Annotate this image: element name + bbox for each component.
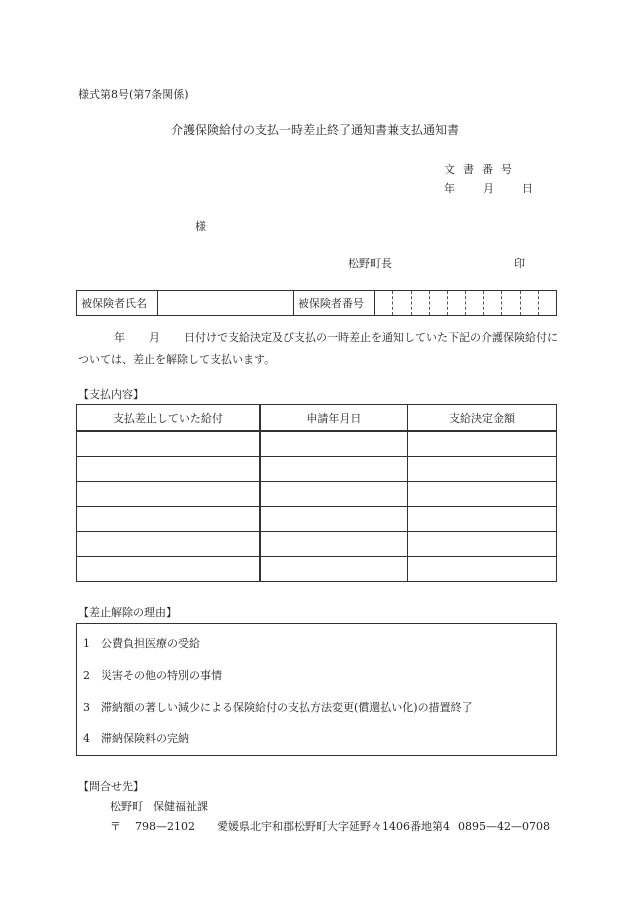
contact-heading: 【問合せ先】 — [78, 780, 144, 793]
reason-text: 公費負担医療の受給 — [101, 637, 200, 650]
payment-cell[interactable] — [407, 431, 556, 457]
payment-cell[interactable] — [407, 557, 556, 582]
notice-paragraph — [78, 327, 558, 371]
payment-cell[interactable] — [260, 482, 408, 507]
payment-cell[interactable] — [407, 482, 556, 507]
payment-cell[interactable] — [260, 557, 408, 582]
payment-cell[interactable] — [77, 431, 260, 457]
notice-month: 月 — [149, 331, 160, 344]
payment-cell[interactable] — [77, 457, 260, 482]
date-year: 年 — [444, 182, 455, 195]
payment-cell[interactable] — [260, 507, 408, 532]
insured-number-cell[interactable] — [466, 291, 484, 315]
insured-number-cell[interactable] — [412, 291, 430, 315]
reason-text: 滞納額の著しい減少による保険給付の支払方法変更(償還払い化)の措置終了 — [101, 701, 473, 714]
insured-number-cell[interactable] — [539, 291, 556, 315]
table-row — [77, 457, 557, 482]
seal-mark: 印 — [514, 257, 525, 270]
reason-number: 4 — [83, 732, 90, 745]
insured-number-cell[interactable] — [430, 291, 448, 315]
payment-cell[interactable] — [77, 482, 260, 507]
reason-item — [83, 699, 473, 715]
contact-phone: 0895—42—0708 — [458, 820, 550, 833]
payment-cell[interactable] — [407, 532, 556, 557]
postal-mark: 〒 — [110, 820, 121, 833]
reasons-heading: 【差止解除の理由】 — [78, 606, 177, 619]
table-row — [77, 532, 557, 557]
insured-table — [76, 290, 557, 316]
reason-number: 3 — [83, 701, 90, 714]
payment-cell[interactable] — [407, 507, 556, 532]
insured-number-cell[interactable] — [502, 291, 520, 315]
date-month: 月 — [483, 182, 494, 195]
reason-item — [83, 635, 200, 651]
form-reference: 様式第8号(第7条関係) — [78, 88, 189, 101]
insured-number-cell[interactable] — [448, 291, 466, 315]
notice-text: 日付けで支給決定及び支払の一時差止を通知していた下記の介護保険給付については、差止を解除して支払います。 — [78, 331, 558, 366]
date-day: 日 — [522, 182, 533, 195]
reason-number: 1 — [83, 637, 90, 650]
payment-col-amount: 支給決定金額 — [407, 405, 556, 432]
payment-cell[interactable] — [77, 507, 260, 532]
contact-office: 松野町 — [110, 800, 143, 813]
payment-col-benefit: 支払差止していた給付 — [77, 405, 260, 432]
payment-cell[interactable] — [260, 532, 408, 557]
table-row — [77, 507, 557, 532]
insured-number-field[interactable] — [375, 291, 557, 316]
contact-address-line — [110, 818, 550, 834]
insured-number-label: 被保険者番号 — [293, 291, 374, 316]
contact-dept: 保健福祉課 — [153, 800, 208, 813]
payment-cell[interactable] — [260, 457, 408, 482]
table-row — [77, 431, 557, 457]
insured-number-cell[interactable] — [393, 291, 411, 315]
payment-cell[interactable] — [407, 457, 556, 482]
addressee-suffix: 様 — [195, 220, 206, 233]
reason-text: 滞納保険料の完納 — [101, 732, 189, 745]
document-number-label: 文書番号 — [444, 163, 520, 176]
insured-number-cell[interactable] — [484, 291, 502, 315]
table-row — [77, 482, 557, 507]
insured-name-label: 被保険者氏名 — [77, 291, 158, 316]
payment-heading: 【支払内容】 — [78, 388, 144, 401]
reason-number: 2 — [83, 669, 90, 682]
reason-text: 災害その他の特別の事情 — [101, 669, 222, 682]
insured-number-cell[interactable] — [375, 291, 393, 315]
issue-date — [444, 180, 533, 196]
reason-item — [83, 730, 189, 746]
payment-cell[interactable] — [260, 431, 408, 457]
issuer-name: 松野町長 — [348, 257, 392, 270]
payment-cell[interactable] — [77, 532, 260, 557]
postal-code: 798—2102 — [135, 820, 195, 833]
payment-table — [76, 404, 557, 582]
payment-col-date: 申請年月日 — [260, 405, 408, 432]
reason-item — [83, 667, 222, 683]
insured-number-cell[interactable] — [521, 291, 539, 315]
contact-address: 愛媛県北宇和郡松野町大字延野々1406番地第4 — [217, 820, 450, 833]
insured-name-field[interactable] — [158, 291, 294, 316]
document-title: 介護保険給付の支払一時差止終了通知書兼支払通知書 — [170, 123, 459, 137]
notice-year: 年 — [114, 331, 125, 344]
table-row — [77, 557, 557, 582]
payment-cell[interactable] — [77, 557, 260, 582]
reasons-box — [76, 623, 557, 756]
contact-department — [110, 798, 208, 814]
